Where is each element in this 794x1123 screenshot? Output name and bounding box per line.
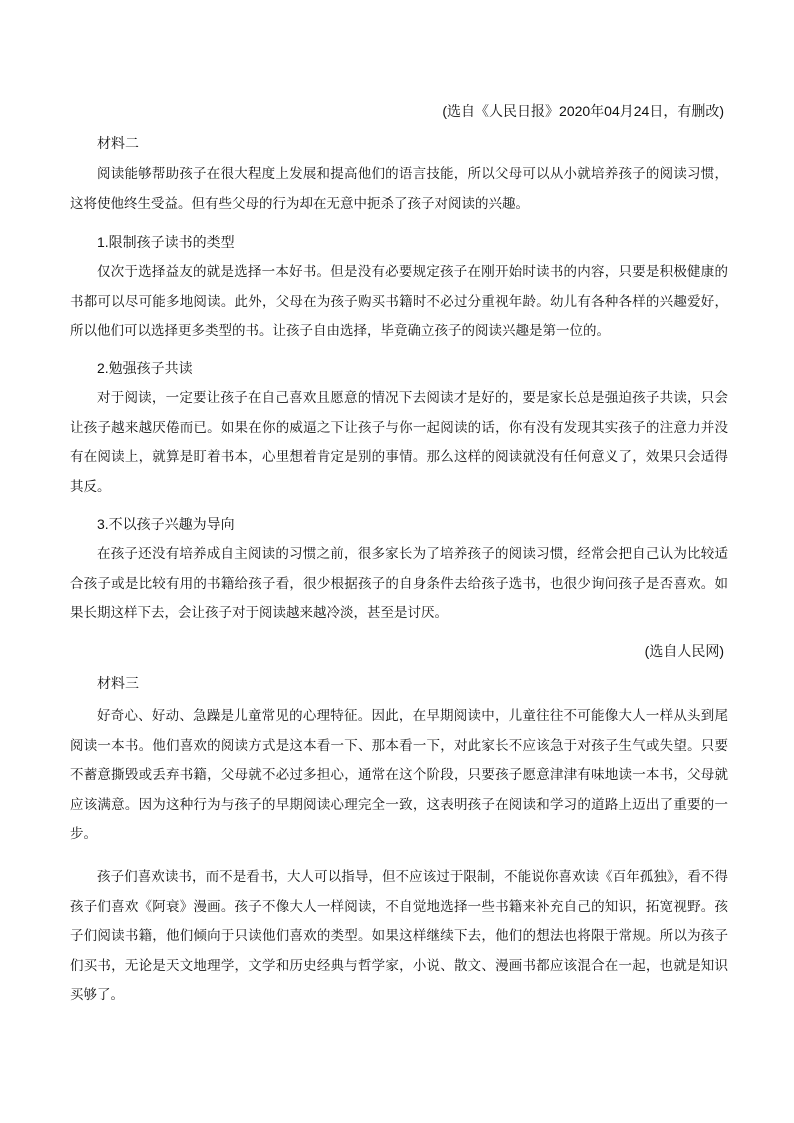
source-citation-1: (选自《人民日报》2020年04月24日，有删改) [442, 103, 724, 119]
point-3-title: 3.不以孩子兴趣为导向 [97, 516, 235, 532]
material-3-title: 材料三 [97, 675, 139, 691]
material-2-title: 材料二 [97, 135, 139, 151]
material-2-intro: 阅读能够帮助孩子在很大程度上发展和提高他们的语言技能，所以父母可以从小就培养孩子的阅读习惯，这将使他终生受益。但有些父母的行为却在无意中扼杀了孩子对阅读的兴趣。 [70, 166, 728, 212]
material-3-para-1: 好奇心、好动、急躁是儿童常见的心理特征。因此，在早期阅读中，儿童往往不可能像大人一样从头到尾阅读一本书。他们喜欢的阅读方式是这本看一下、那本看一下，对此家长不应该急于对孩子生气或失望。只要不蓄意撕毁或丢弃书籍，父母就不必过多担心，通常在这个阶段，只要孩子愿意津津有味地读一本书，父母就应该满意。因为这种行为与孩子的早期阅读心理完全一致，这表明孩子在阅读和学习的道路上迈出了重要的一步。 [70, 708, 728, 843]
point-2-title: 2.勉强孩子共读 [97, 360, 193, 376]
point-2-text: 对于阅读，一定要让孩子在自己喜欢且愿意的情况下去阅读才是好的，要是家长总是强迫孩子共读，只会让孩子越来越厌倦而已。如果在你的威逼之下让孩子与你一起阅读的话，你有没有发现其实孩子的注意力并没有在阅读上，就算是盯着书本，心里想着肯定是别的事情。那么这样的阅读就没有任何意义了，效果只会适得其反。 [70, 390, 728, 495]
point-1-text: 仅次于选择益友的就是选择一本好书。但是没有必要规定孩子在刚开始时读书的内容，只要是积极健康的书都可以尽可能多地阅读。此外，父母在为孩子购买书籍时不必过分重视年龄。幼儿有各种各样的兴趣爱好，所以他们可以选择更多类型的书。让孩子自由选择，毕竟确立孩子的阅读兴趣是第一位的。 [70, 264, 728, 340]
material-3-para-2: 孩子们喜欢读书，而不是看书，大人可以指导，但不应该过于限制，不能说你喜欢读《百年孤独》，看不得孩子们喜欢《阿衰》漫画。孩子不像大人一样阅读，不自觉地选择一些书籍来补充自己的知识，拓宽视野。孩子们阅读书籍，他们倾向于只读他们喜欢的类型。如果这样继续下去，他们的想法也将限于常规。所以为孩子们买书，无论是天文地理学，文学和历史经典与哲学家，小说、散文、漫画书都应该混合在一起，也就是知识买够了。 [70, 869, 728, 1004]
point-3-text: 在孩子还没有培养成自主阅读的习惯之前，很多家长为了培养孩子的阅读习惯，经常会把自己认为比较适合孩子或是比较有用的书籍给孩子看，很少根据孩子的自身条件去给孩子选书，也很少询问孩子是否喜欢。如果长期这样下去，会让孩子对于阅读越来越冷淡，甚至是讨厌。 [70, 546, 728, 622]
source-citation-2: (选自人民网) [644, 643, 724, 659]
point-1-title: 1.限制孩子读书的类型 [97, 234, 235, 250]
